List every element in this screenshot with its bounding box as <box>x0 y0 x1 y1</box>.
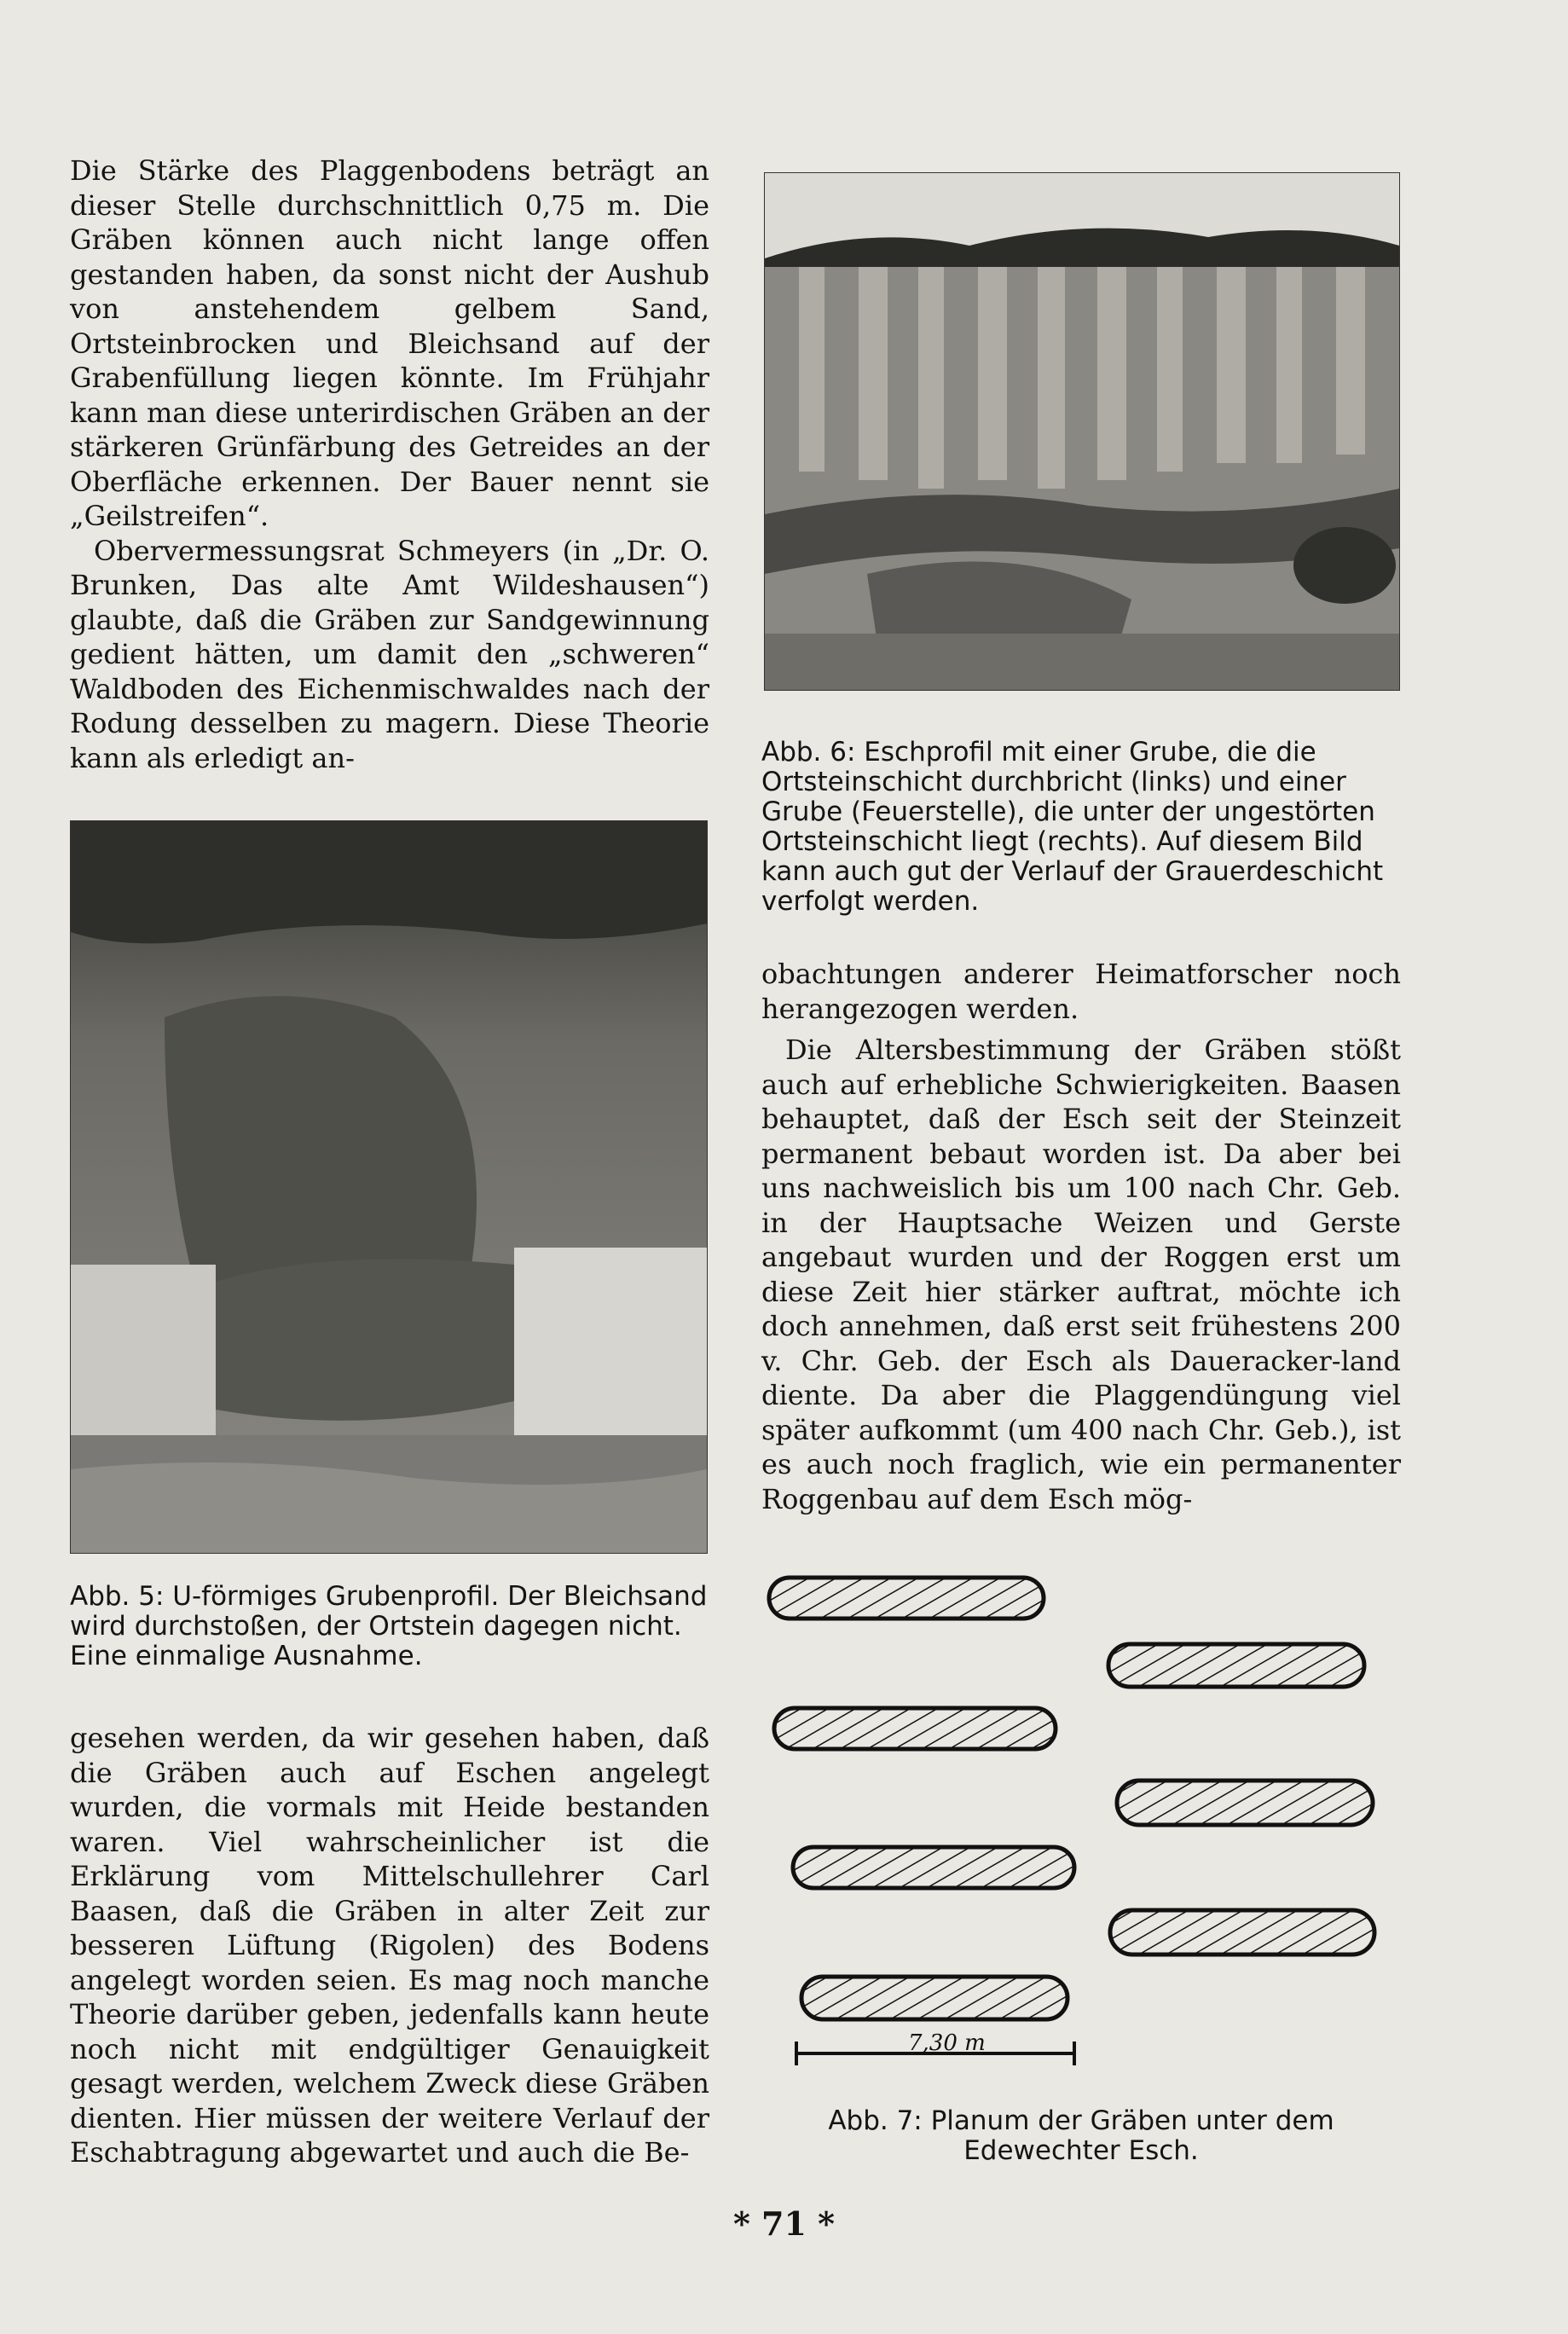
figure-5-photo <box>70 820 708 1554</box>
page-number: * 71 * <box>732 2204 836 2243</box>
figure-6-photo <box>764 172 1400 691</box>
figure-7-caption-line2: Edewechter Esch. <box>963 2135 1199 2166</box>
figure-5-caption: Abb. 5: U-förmiges Grubenprofil. Der Bleichsand wird durchstoßen, der Ortstein dagegen nicht. Eine einmalige Ausnahme. <box>70 1581 708 1671</box>
paragraph-altersbestimmung: Die Altersbestimmung der Gräben stößt auch auf erhebliche Schwierigkeiten. Baasen behauptet, daß der Esch seit der Steinzeit permanent bebaut worden ist. Da aber bei uns nachweislich bis um 100 nach Chr. Geb. in der Hauptsache Weizen und Gerste angebaut wurden und der Roggen erst um diese Zeit hier stärker auftrat, möchte ich doch annehmen, daß erst seit frühestens 200 v. Chr. Geb. der Esch als Daueracker-land diente. Da aber die Plaggendüngung viel später aufkommt (um 400 nach Chr. Geb.), ist es auch noch fraglich, wie ein permanenter Roggenbau auf dem Esch mög- <box>761 1034 1401 1515</box>
figure-6-caption: Abb. 6: Eschprofil mit einer Grube, die die Ortsteinschicht durchbricht (links) und einer Grube (Feuerstelle), die unter der ungestörten Ortsteinschicht liegt (rechts). Auf diesem Bild kann auch gut der Verlauf der Grauerdeschicht verfolgt werden. <box>761 737 1384 917</box>
left-column-continued <box>70 1721 709 2170</box>
paragraph-beobachtungen: obachtungen anderer Heimatforscher noch herangezogen werden. <box>761 958 1401 1025</box>
trench-2 <box>1108 1644 1364 1687</box>
figure-7-caption-block <box>761 2106 1401 2166</box>
scale-label: 7,30 m <box>908 2030 986 2056</box>
paragraph-plaggenboden: Die Stärke des Plaggenbodens beträgt an dieser Stelle durchschnittlich 0,75 m. Die Gräben können auch nicht lange offen gestanden haben, da sonst nicht der Aushub von anstehendem gelbem Sand, Ortsteinbrocken und Bleichsand auf der Grabenfüllung liegen könnte. Im Frühjahr kann man diese unterirdischen Gräben an der stärkeren Grünfärbung des Getreides an der Oberfläche erkennen. Der Bauer nennt sie „Geilstreifen“. <box>70 154 709 532</box>
trench-7 <box>801 1977 1068 2019</box>
paragraph-schmeyers: Obervermessungsrat Schmeyers (in „Dr. O. Brunken, Das alte Amt Wildeshausen“) glaubte, daß die Gräben zur Sandgewinnung gedient hätten, um damit den „schweren“ Waldboden des Eichenmischwaldes nach der Rodung desselben zu magern. Diese Theorie kann als erledigt an- <box>70 534 709 774</box>
trench-6 <box>1110 1910 1374 1955</box>
trench-5 <box>793 1847 1074 1888</box>
right-column-text <box>761 957 1401 1516</box>
paragraph-baasen-theory: gesehen werden, da wir gesehen haben, daß die Gräben auch auf Eschen angelegt wurden, die vormals mit Heide bestanden waren. Viel wahrscheinlicher ist die Erklärung vom Mittelschullehrer Carl Baasen, daß die Gräben in alter Zeit zur besseren Lüftung (Rigolen) des Bodens angelegt worden seien. Es mag noch manche Theorie darüber geben, jedenfalls kann heute noch nicht mit endgültiger Genauigkeit gesagt werden, welchem Zweck diese Gräben dienten. Hier müssen der weitere Verlauf der Eschabtragung abgewartet und auch die Be- <box>70 1722 709 2169</box>
figure-5-caption-block <box>70 1582 715 1671</box>
left-column <box>70 153 709 775</box>
trench-4 <box>1117 1781 1373 1825</box>
figure-7-caption-line1: Abb. 7: Planum der Gräben unter dem <box>828 2105 1334 2136</box>
trench-1 <box>769 1578 1044 1619</box>
figure-6-caption-block <box>761 738 1401 917</box>
figure-7-planum-drawing <box>759 1559 1390 2070</box>
trench-3 <box>774 1708 1056 1749</box>
